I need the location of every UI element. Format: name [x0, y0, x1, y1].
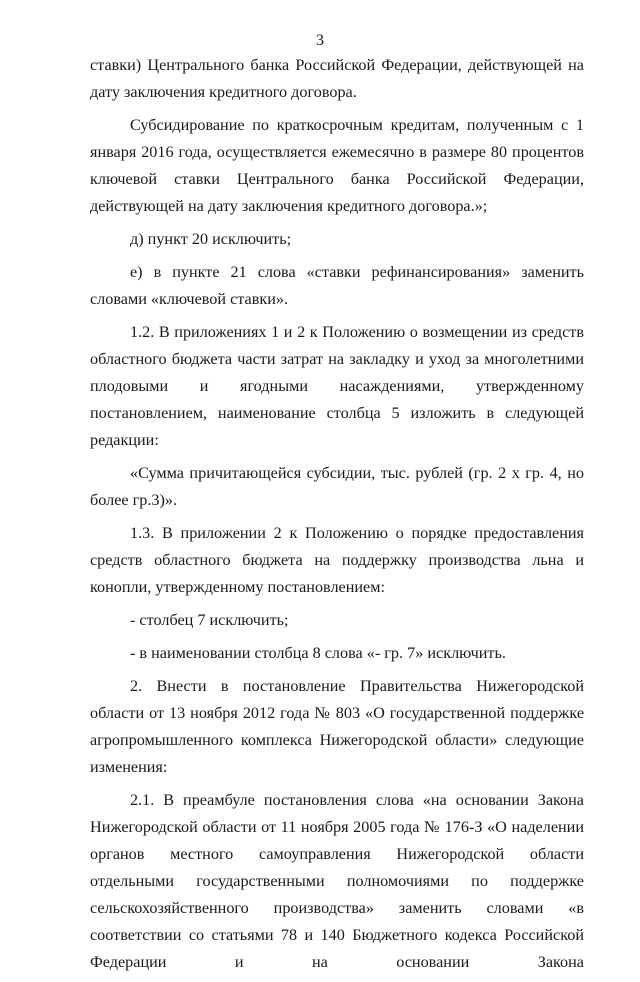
paragraph-1-3: 1.3. В приложении 2 к Положению о порядке предоставления средств областного бюджета на поддержку производства льна и конопли, утвержденному постановлением:: [90, 524, 584, 596]
paragraph-2-1: 2.1. В преамбуле постановления слова «на основании Закона Нижегородской области от 11 ноября 2005 года № 176-З «О наделении органов местного самоуправления Нижегородской области отдельными государственными полномочиями по поддержке сельскохозяйственного производства» заменить словами «в соответствии со статьями 78 и 140 Бюджетного кодекса Российской Федерации и на основании Закона: [90, 791, 584, 971]
paragraph-continuation: ставки) Центрального банка Российской Федерации, действующей на дату заключения кредитного договора.: [90, 56, 584, 101]
paragraph-quote-column-5: «Сумма причитающейся субсидии, тыс. рублей (гр. 2 х гр. 4, но более гр.3)».: [90, 464, 584, 509]
paragraph-1-2: 1.2. В приложениях 1 и 2 к Положению о возмещении из средств областного бюджета части затрат на закладку и уход за многолетними плодовыми и ягодными насаждениями, утвержденному постановлением, наименование столбца 5 изложить в следующей редакции:: [90, 323, 584, 449]
paragraph-dash-column-8: - в наименовании столбца 8 слова «- гр. 7» исключить.: [130, 644, 506, 662]
paragraph-2: 2. Внести в постановление Правительства Нижегородской области от 13 ноября 2012 года № 803 «О государственной поддержке агропромышленного комплекса Нижегородской области» следующие изменения:: [90, 677, 584, 776]
paragraph-subsidy-short-term: Субсидирование по краткосрочным кредитам, полученным с 1 января 2016 года, осуществляется ежемесячно в размере 80 процентов ключевой ставки Центрального банка Российской Федерации, действующей на дату заключения кредитного договора.»;: [90, 116, 584, 215]
paragraph-item-e: е) в пункте 21 слова «ставки рефинансирования» заменить словами «ключевой ставки».: [90, 263, 584, 308]
page-number: 3: [316, 32, 324, 49]
paragraph-dash-column-7: - столбец 7 исключить;: [130, 611, 289, 629]
document-body: [90, 52, 584, 982]
paragraph-item-d: д) пункт 20 исключить;: [130, 230, 292, 248]
